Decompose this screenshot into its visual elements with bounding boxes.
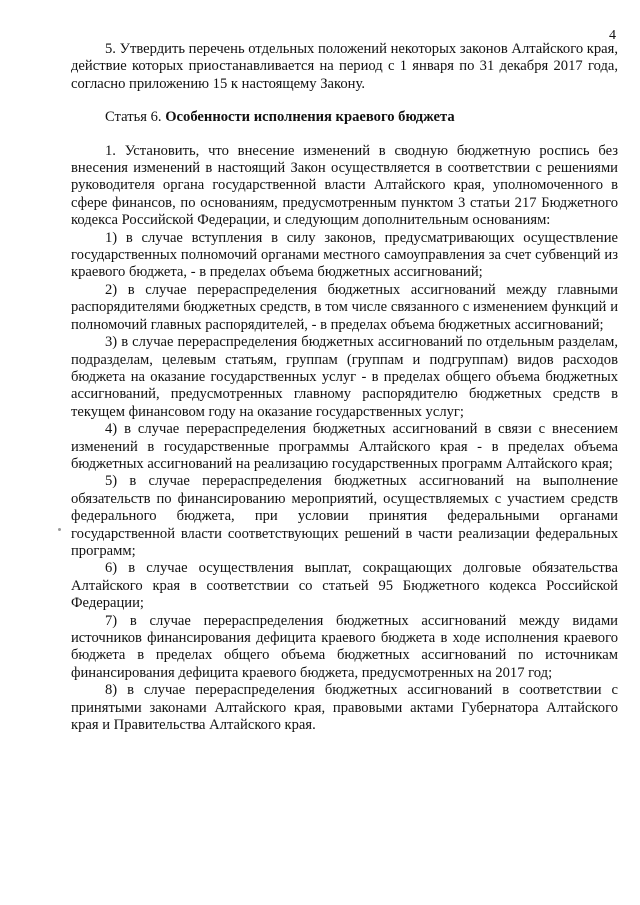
list-item: 5) в случае перераспределения бюджетных ассигнований на выполнение обязательств по финансированию мероприятий, осуществляемых с участием средств федерального бюджета, при условии принятия федеральными органами государственной власти соответствующих решений в части реализации федеральных программ; bbox=[71, 473, 618, 559]
page-number: 4 bbox=[609, 28, 616, 43]
scan-artifact bbox=[58, 528, 61, 531]
list-item: 6) в случае осуществления выплат, сокращающих долговые обязательства Алтайского края в соответствии со статьей 95 Бюджетного кодекса Российской Федерации; bbox=[71, 560, 618, 612]
paragraph-5: 5. Утвердить перечень отдельных положений некоторых законов Алтайского края, действие которых приостанавливается на период с 1 января по 31 декабря 2017 года, согласно приложению 15 к настоящему Закону. bbox=[71, 41, 618, 92]
list-item: 7) в случае перераспределения бюджетных ассигнований между видами источников финансирования дефицита краевого бюджета в ходе исполнения краевого бюджета в пределах общего объема бюджетных ассигнований по источникам финансирования дефицита краевого бюджета, предусмотренных на 2017 год; bbox=[71, 612, 618, 681]
list-item: 8) в случае перераспределения бюджетных ассигнований в соответствии с принятыми законами Алтайского края, правовыми актами Губернатора Алтайского края и Правительства Алтайского края. bbox=[71, 682, 618, 734]
clause-1: 1. Установить, что внесение изменений в сводную бюджетную роспись без внесения изменений в настоящий Закон осуществляется в соответствии с решениями руководителя органа государственной власти Алтайского края, уполномоченного в сфере финансов, по основаниям, предусмотренным пунктом 3 статьи 217 Бюджетного кодекса Российской Федерации, и следующим дополнительным основаниям: bbox=[71, 142, 618, 229]
article-title: Особенности исполнения краевого бюджета bbox=[165, 109, 455, 126]
article-heading bbox=[71, 109, 618, 126]
list-item: 1) в случае вступления в силу законов, предусматривающих осуществление государственных полномочий органами местного самоуправления за счет субвенций из краевого бюджета, - в пределах объема бюджетных ассигнований; bbox=[71, 229, 618, 281]
list-item: 4) в случае перераспределения бюджетных ассигнований в связи с внесением изменений в государственные программы Алтайского края - в пределах объема бюджетных ассигнований на реализацию государственных программ Алтайского края; bbox=[71, 421, 618, 472]
list-item: 3) в случае перераспределения бюджетных ассигнований по отдельным разделам, подразделам, целевым статьям, группам (группам и подгруппам) видов расходов бюджета на оказание государственных услуг - в пределах общего объема бюджетных ассигнований, предусмотренных главному распорядителю бюджетных средств в текущем финансовом году на оказание государственных услуг; bbox=[71, 334, 618, 420]
article-label: Статья 6. bbox=[105, 109, 162, 126]
document-body bbox=[71, 41, 618, 734]
list-item: 2) в случае перераспределения бюджетных ассигнований между главными распорядителями бюджетных средств, в том числе связанного с изменением функций и полномочий главных распорядителей, - в пределах объема бюджетных ассигнований; bbox=[71, 281, 618, 333]
